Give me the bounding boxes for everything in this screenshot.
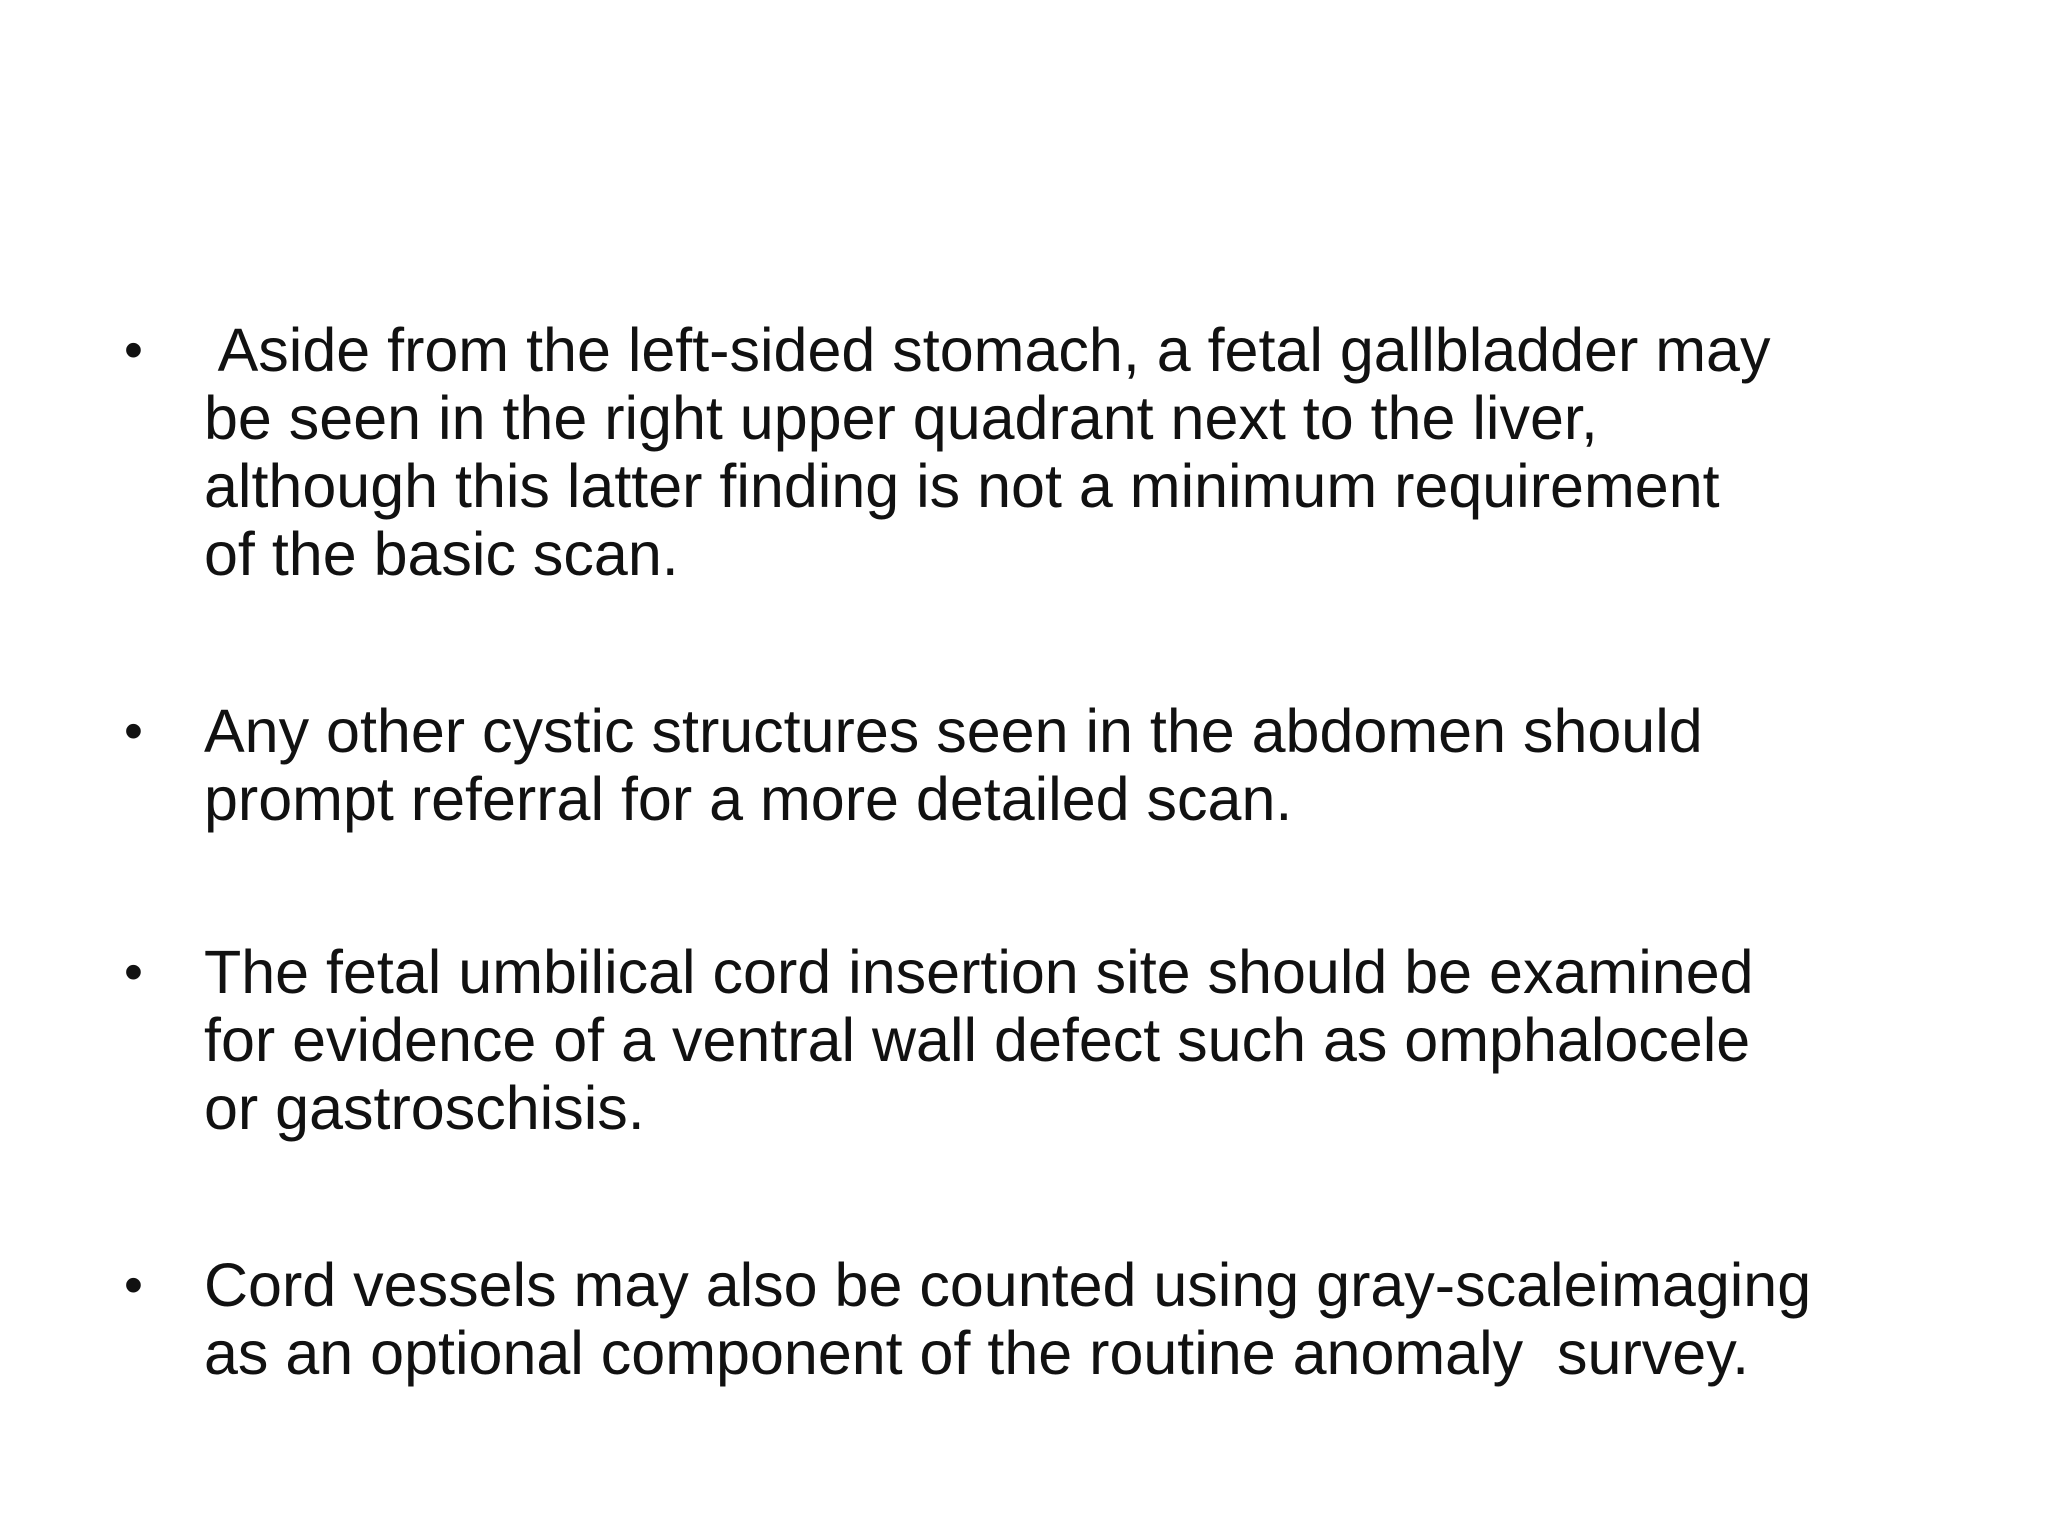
text-line: Cord vessels may also be counted using gray-scaleimaging xyxy=(204,1251,1812,1319)
bullet-text xyxy=(204,316,1904,588)
text-line: of the basic scan. xyxy=(204,520,679,588)
bullet-dot-icon: • xyxy=(124,320,143,380)
bullet-text xyxy=(204,697,1904,833)
text-line: although this latter finding is not a minimum requirement xyxy=(204,452,1720,520)
text-line: Any other cystic structures seen in the abdomen should xyxy=(204,697,1703,765)
bullet-text xyxy=(204,938,1904,1142)
bullet-dot-icon: • xyxy=(124,1255,143,1315)
text-line: The fetal umbilical cord insertion site should be examined xyxy=(204,938,1754,1006)
bullet-item-cord-insertion xyxy=(124,938,1944,1142)
bullet-dot-icon: • xyxy=(124,701,143,761)
text-line: Aside from the left-sided stomach, a fetal gallbladder may xyxy=(204,316,1771,384)
bullet-item-gallbladder xyxy=(124,316,1944,588)
bullet-dot-icon: • xyxy=(124,942,143,1002)
text-line: for evidence of a ventral wall defect such as omphalocele xyxy=(204,1006,1751,1074)
text-line: be seen in the right upper quadrant next to the liver, xyxy=(204,384,1598,452)
bullet-item-cystic-structures xyxy=(124,697,1944,833)
text-line: prompt referral for a more detailed scan. xyxy=(204,765,1293,833)
text-line: as an optional component of the routine anomaly survey. xyxy=(204,1319,1750,1387)
bullet-item-cord-vessels xyxy=(124,1251,1944,1387)
text-line: or gastroschisis. xyxy=(204,1074,645,1142)
bullet-text xyxy=(204,1251,1904,1387)
